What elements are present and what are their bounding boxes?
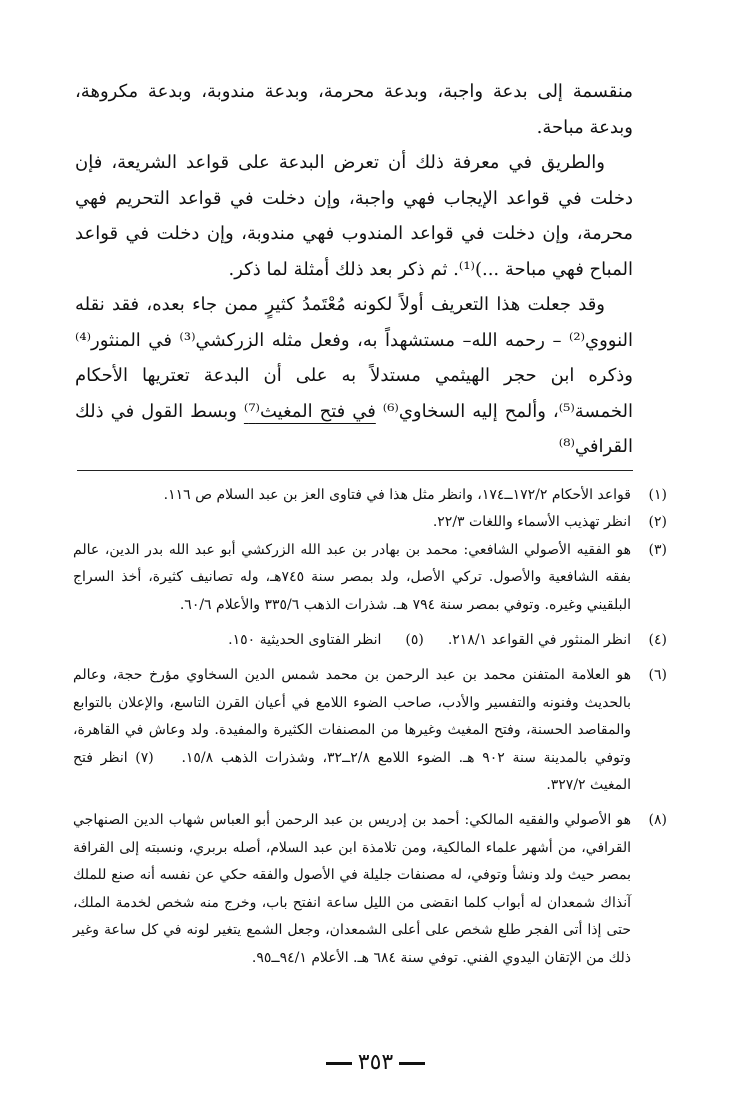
footnote-text: انظر تهذيب الأسماء واللغات ٢٢/٣. [432, 514, 631, 531]
footnote-6 [73, 662, 667, 799]
footnote-text: انظر الفتاوى الحديثية ١٥٠. [228, 632, 382, 649]
main-text [75, 74, 633, 465]
footnote-number: (٧) [135, 749, 154, 766]
footnote-number: (١) [648, 487, 667, 503]
paragraph-3-underlined: في فتح المغيث⁽⁷⁾ [243, 400, 376, 422]
paragraph-2: والطريق في معرفة ذلك أن تعرض البدعة على قواعد الشريعة، فإن دخلت في قواعد الإيجاب فهي واجبة، وإن دخلت في قواعد التحريم فهي محرمة، وإن دخلت في قواعد المندوب فهي مندوبة، وإن دخلت في قواعد المباح فهي مباحة ...)⁽¹⁾. ثم ذكر بعد ذلك أمثلة لما ذكر. [75, 152, 633, 280]
dash-left [326, 1062, 352, 1065]
footnote-number: (٦) [648, 667, 667, 684]
dash-right [399, 1062, 425, 1065]
page-number-value: ٣٥٣ [357, 1050, 394, 1075]
footnote-divider [77, 470, 633, 471]
paragraph-3-end: وبسط القول في ذلك القرافي⁽⁸⁾ [75, 400, 633, 457]
footnote-text: هو الأصولي والفقيه المالكي: أحمد بن إدريس بن عبد الرحمن أبو العباس شهاب الدين الصنهاجي القرافي، من أشهر علماء المالكية، ومن تلامذة ابن عبد السلام، أصله بربري، ونسبته إلى القرافة بمصر حيث ولد ونشأ وتوفي، له مصنفات جليلة في الأصول والفقه حكي عن نفسه أنه صنع للملك آنذاك شمعدان له أبواب كلما انقضى من الليل ساعة انفتح باب، وخرج منه شخص لخدمة الملك، حتى إذا أتى الفجر طلع شخص على أعلى الشمعدان، وجعل الشمع يتغير لونه في كل ساعة وغير ذلك من الإتقان اليدوي الفني. توفي سنة ٦٨٤ هـ. الأعلام ٩٤/١ــ٩٥. [73, 812, 631, 966]
footnote-number: (٢) [648, 514, 667, 531]
footnote-text: قواعد الأحكام ١٧٢/٢ــ١٧٤، وانظر مثل هذا في فتاوى العز بن عبد السلام ص ١١٦. [163, 487, 631, 503]
footnote-text: هو الفقيه الأصولي الشافعي: محمد بن بهادر بن عبد الله الزركشي أبو عبد الله بدر الدين، عالم بفقه الشافعية والأصول. تركي الأصل، ولد بمصر سنة ٧٤٥هـ، وله تصانيف كثيرة، أخذ السراج البلقيني وغيره. وتوفي بمصر سنة ٧٩٤ هـ. شذرات الذهب ٣٣٥/٦ والأعلام ٦٠/٦. [73, 541, 631, 613]
footnote-number: (٨) [648, 812, 667, 829]
paragraph-3-start: وقد جعلت هذا التعريف أولاً لكونه مُعْتَمدُ كثيرٍ ممن جاء بعده، فقد نقله النووي⁽²⁾ – رحمه الله– مستشهداً به، وفعل مثله الزركشي⁽³⁾ في المنثور⁽⁴⁾ وذكره ابن حجر الهيثمي مستدلاً به على أن البدعة تعتريها الأحكام الخمسة⁽⁵⁾، وألمح إليه السخاوي⁽⁶⁾ [75, 294, 634, 422]
footnote-3 [73, 537, 667, 619]
footnotes [73, 482, 667, 972]
footnote-number: (٣) [648, 541, 667, 558]
footnote-2 [73, 509, 667, 536]
footnote-4-5 [73, 627, 667, 654]
footnote-number: (٥) [405, 632, 424, 649]
footnote-1 [73, 482, 667, 509]
page-number [0, 1050, 751, 1075]
footnote-text: انظر فتح المغيث ٣٢٧/٢. [73, 749, 631, 794]
footnote-text: انظر المنثور في القواعد ٢١٨/١. [447, 632, 631, 649]
footnote-number: (٤) [648, 632, 667, 649]
paragraph-1: منقسمة إلى بدعة واجبة، وبدعة محرمة، وبدعة مندوبة، وبدعة مكروهة، وبدعة مباحة. [75, 81, 633, 138]
footnote-text: هو العلامة المتفنن محمد بن عبد الرحمن بن محمد شمس الدين السخاوي مؤرخ حجة، وعالم بالحديث وفنونه والتفسير والأدب، صاحب الضوء اللامع في أعيان القرن التاسع، والإعلان بالتوابع والمقاصد الحسنة، وفتح المغيث وغيرها من المصنفات الكثيرة والمفيدة. ولد وعاش في القاهرة، وتوفي بالمدينة سنة ٩٠٢ هـ. الضوء اللامع ٢/٨ــ٣٢، وشذرات الذهب ١٥/٨. [73, 667, 631, 766]
paragraph-3 [75, 287, 633, 465]
footnote-8 [73, 807, 667, 971]
